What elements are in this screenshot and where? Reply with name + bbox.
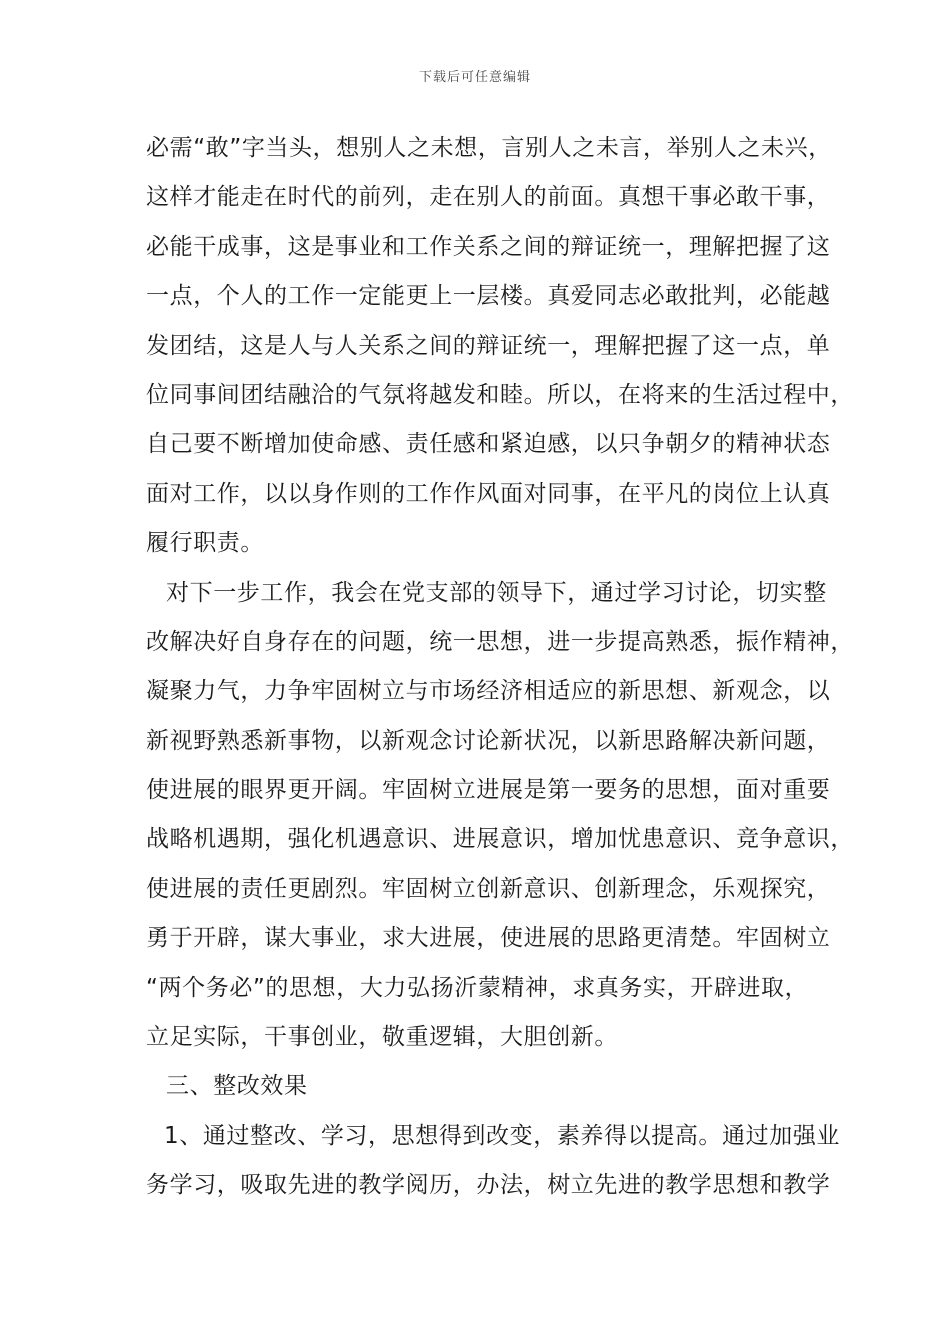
text-line: 一点，个人的工作一定能更上一层楼。真爱同志必敢批判，必能越 bbox=[146, 283, 831, 310]
page-header-note: 下载后可任意编辑 bbox=[418, 70, 531, 85]
paragraph-start-line: 对下一步工作，我会在党支部的领导下，通过学习讨论，切实整 bbox=[166, 579, 827, 606]
text-line: 位同事间团结融洽的气氛将越发和睦。所以，在将来的生活过程中， bbox=[146, 381, 854, 408]
section-heading: 三、整改效果 bbox=[166, 1073, 308, 1100]
text-line: 改解决好自身存在的问题，统一思想，进一步提高熟悉，振作精神， bbox=[146, 628, 854, 655]
text-line: 勇于开辟，谋大事业，求大进展，使进展的思路更清楚。牢固树立 bbox=[146, 925, 831, 952]
text-line: 发团结，这是人与人关系之间的辩证统一，理解把握了这一点，单 bbox=[146, 332, 831, 359]
text-line: 使进展的责任更剧烈。牢固树立创新意识、创新理念，乐观探究， bbox=[146, 875, 831, 902]
text-line: 必需“敢”字当头，想别人之未想，言别人之未言，举别人之未兴， bbox=[146, 135, 832, 161]
text-line: 履行职责。 bbox=[146, 530, 264, 557]
document-body bbox=[146, 124, 854, 1211]
text-line: 使进展的眼界更开阔。牢固树立进展是第一要务的思想，面对重要 bbox=[146, 777, 831, 804]
text-line: 立足实际，干事创业，敬重逻辑，大胆创新。 bbox=[146, 1024, 618, 1051]
paragraph-start-line: 1、通过整改、学习，思想得到改变，素养得以提高。通过加强业 bbox=[164, 1122, 841, 1149]
text-line: 新视野熟悉新事物，以新观念讨论新状况，以新思路解决新问题， bbox=[146, 727, 831, 754]
text-line: 面对工作，以以身作则的工作作风面对同事，在平凡的岗位上认真 bbox=[146, 480, 831, 507]
text-line: “两个务必”的思想，大力弘扬沂蒙精神，求真务实，开辟进取， bbox=[146, 974, 809, 1001]
text-line: 凝聚力气，力争牢固树立与市场经济相适应的新思想、新观念，以 bbox=[146, 678, 831, 705]
text-line: 战略机遇期，强化机遇意识、进展意识，增加忧患意识、竞争意识， bbox=[146, 826, 854, 853]
text-line: 务学习，吸取先进的教学阅历，办法，树立先进的教学思想和教学 bbox=[146, 1172, 831, 1199]
text-line: 必能干成事，这是事业和工作关系之间的辩证统一，理解把握了这 bbox=[146, 233, 831, 260]
text-line: 这样才能走在时代的前列，走在别人的前面。真想干事必敢干事， bbox=[146, 184, 831, 211]
text-line: 自己要不断增加使命感、责任感和紧迫感，以只争朝夕的精神状态 bbox=[146, 431, 831, 458]
